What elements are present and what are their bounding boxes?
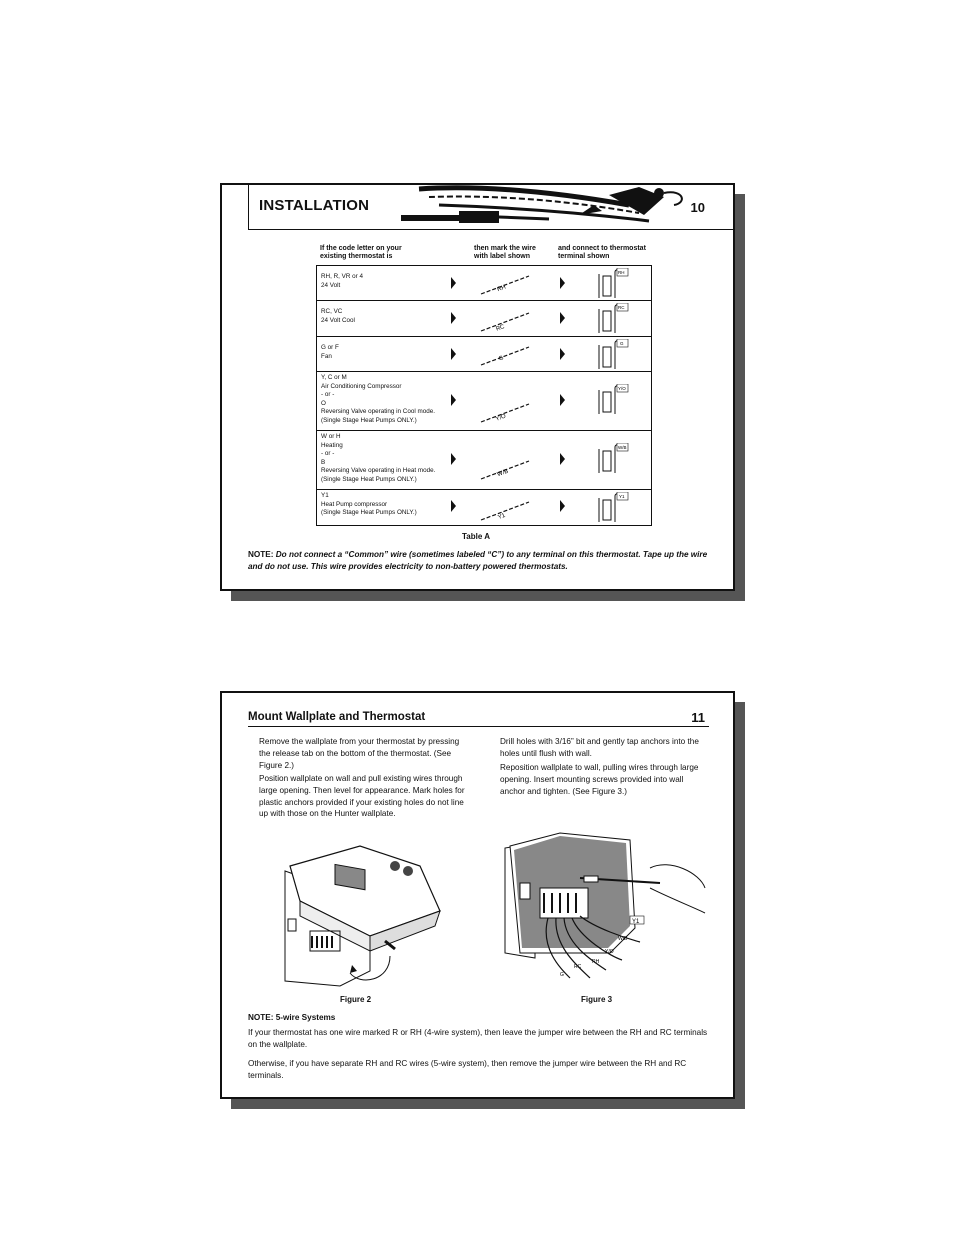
arrow-icon [560, 394, 565, 406]
wire-tag: G [560, 972, 564, 978]
note-paragraph: Otherwise, if you have separate RH and RC wires (5-wire system), then remove the jumper wire between the RH and RC terminals. [248, 1059, 687, 1080]
table-row [317, 337, 651, 372]
table-row [317, 266, 651, 301]
wire-label: RH [496, 284, 507, 294]
terminal-label: W/B [618, 445, 627, 450]
column-header-label: then mark the wire with label shown [474, 245, 536, 260]
row-code-text: Y, C or M Air Conditioning Compressor - or - O Reversing Valve operating in Cool mode. (Single Stage Heat Pumps ONLY.) [321, 374, 435, 424]
terminal-icon [595, 443, 629, 473]
note-prefix: NOTE: [248, 550, 276, 559]
terminal-label: RC [618, 305, 625, 310]
title-rule [248, 726, 709, 727]
tools-illustration [399, 185, 689, 225]
instruction-paragraph: Position wallplate on wall and pull existing wires through large opening. Then level for appearance. Mark holes for plastic anchors provided if your existing holes do not line up with those on the Hunter wallplate. [259, 774, 465, 819]
arrow-icon [451, 394, 456, 406]
instruction-paragraph: Reposition wallplate to wall, pulling wires through large opening. Insert mounting screws provided into wall anchor and tighten. (See Figure 3.) [500, 763, 699, 796]
note-common-wire [248, 549, 718, 573]
section-title: Mount Wallplate and Thermostat [248, 711, 426, 723]
wire-tag: W/B [618, 936, 628, 942]
page-title: INSTALLATION [259, 197, 370, 214]
note-text: Do not connect a “Common” wire (sometimes labeled “C”) to any terminal on this thermostat. Tape up the wire and do not use. This wire provides electricity to non-battery powered thermostats. [248, 550, 708, 571]
wire-tag: Y/O [605, 949, 614, 955]
row-code-text: W or H Heating - or - B Reversing Valve operating in Heat mode. (Single Stage Heat Pumps ONLY.) [321, 433, 436, 483]
row-code-text: G or F Fan [321, 344, 339, 360]
arrow-icon [560, 500, 565, 512]
wire-label-icon [479, 343, 533, 367]
arrow-icon [560, 277, 565, 289]
terminal-icon [595, 303, 629, 333]
arrow-icon [560, 453, 565, 465]
wire-label-icon [479, 457, 533, 481]
arrow-icon [560, 348, 565, 360]
wire-label: RC [495, 324, 506, 333]
figure-3-wallplate [500, 828, 710, 988]
wire-label: G [498, 355, 505, 363]
wire-tag: RC [574, 964, 582, 970]
wire-label-icon [479, 272, 533, 296]
table-row [317, 431, 651, 490]
wire-label: Y1 [497, 512, 507, 522]
figure-2-caption: Figure 2 [340, 995, 372, 1004]
table-row [317, 372, 651, 431]
wire-label: W/B [496, 468, 510, 479]
table-caption: Table A [462, 532, 491, 541]
terminal-label: Y1 [619, 494, 625, 499]
terminal-icon [595, 492, 629, 522]
terminal-icon [595, 268, 629, 298]
figure-2-thermostat [270, 841, 450, 991]
row-code-text: RC, VC 24 Volt Cool [321, 308, 355, 324]
arrow-icon [451, 453, 456, 465]
note-paragraph: If your thermostat has one wire marked R or RH (4-wire system), then leave the jumper wire between the RH and RC terminals on the wallplate. [248, 1028, 708, 1049]
page-number: 10 [690, 200, 705, 215]
page-number: 11 [691, 710, 705, 725]
table-row [317, 490, 651, 525]
page-11 [220, 691, 735, 1099]
column-header-terminal: and connect to thermostat terminal shown [558, 245, 646, 260]
terminal-label: G [620, 341, 624, 346]
wire-table [316, 265, 652, 526]
wire-label-icon [479, 400, 533, 424]
arrow-icon [560, 312, 565, 324]
table-row [317, 301, 651, 337]
wire-label-icon [479, 309, 533, 333]
wire-label-icon [479, 498, 533, 522]
page-10 [220, 183, 735, 591]
row-code-text: Y1 Heat Pump compressor (Single Stage Heat Pumps ONLY.) [321, 492, 417, 517]
arrow-icon [451, 500, 456, 512]
terminal-icon [595, 339, 629, 369]
arrow-icon [451, 312, 456, 324]
instruction-paragraph: Drill holes with 3/16” bit and gently tap anchors into the holes until flush with wall. [500, 737, 699, 758]
terminal-icon [595, 384, 629, 414]
figure-3-caption: Figure 3 [581, 995, 613, 1004]
arrow-icon [451, 277, 456, 289]
wire-tag: Y1 [632, 919, 640, 925]
note-heading: NOTE: 5-wire Systems [248, 1013, 336, 1022]
terminal-label: RH [618, 270, 625, 275]
arrow-icon [451, 348, 456, 360]
wire-label: Y/O [495, 413, 507, 423]
row-code-text: RH, R, VR or 4 24 Volt [321, 273, 363, 289]
wire-tag: RH [592, 959, 600, 965]
instruction-paragraph: Remove the wallplate from your thermostat by pressing the release tab on the bottom of the thermostat. (See Figure 2.) [259, 737, 460, 770]
column-header-code: If the code letter on your existing thermostat is [320, 245, 402, 260]
terminal-label: Y/O [618, 386, 626, 391]
page-header [248, 185, 735, 230]
